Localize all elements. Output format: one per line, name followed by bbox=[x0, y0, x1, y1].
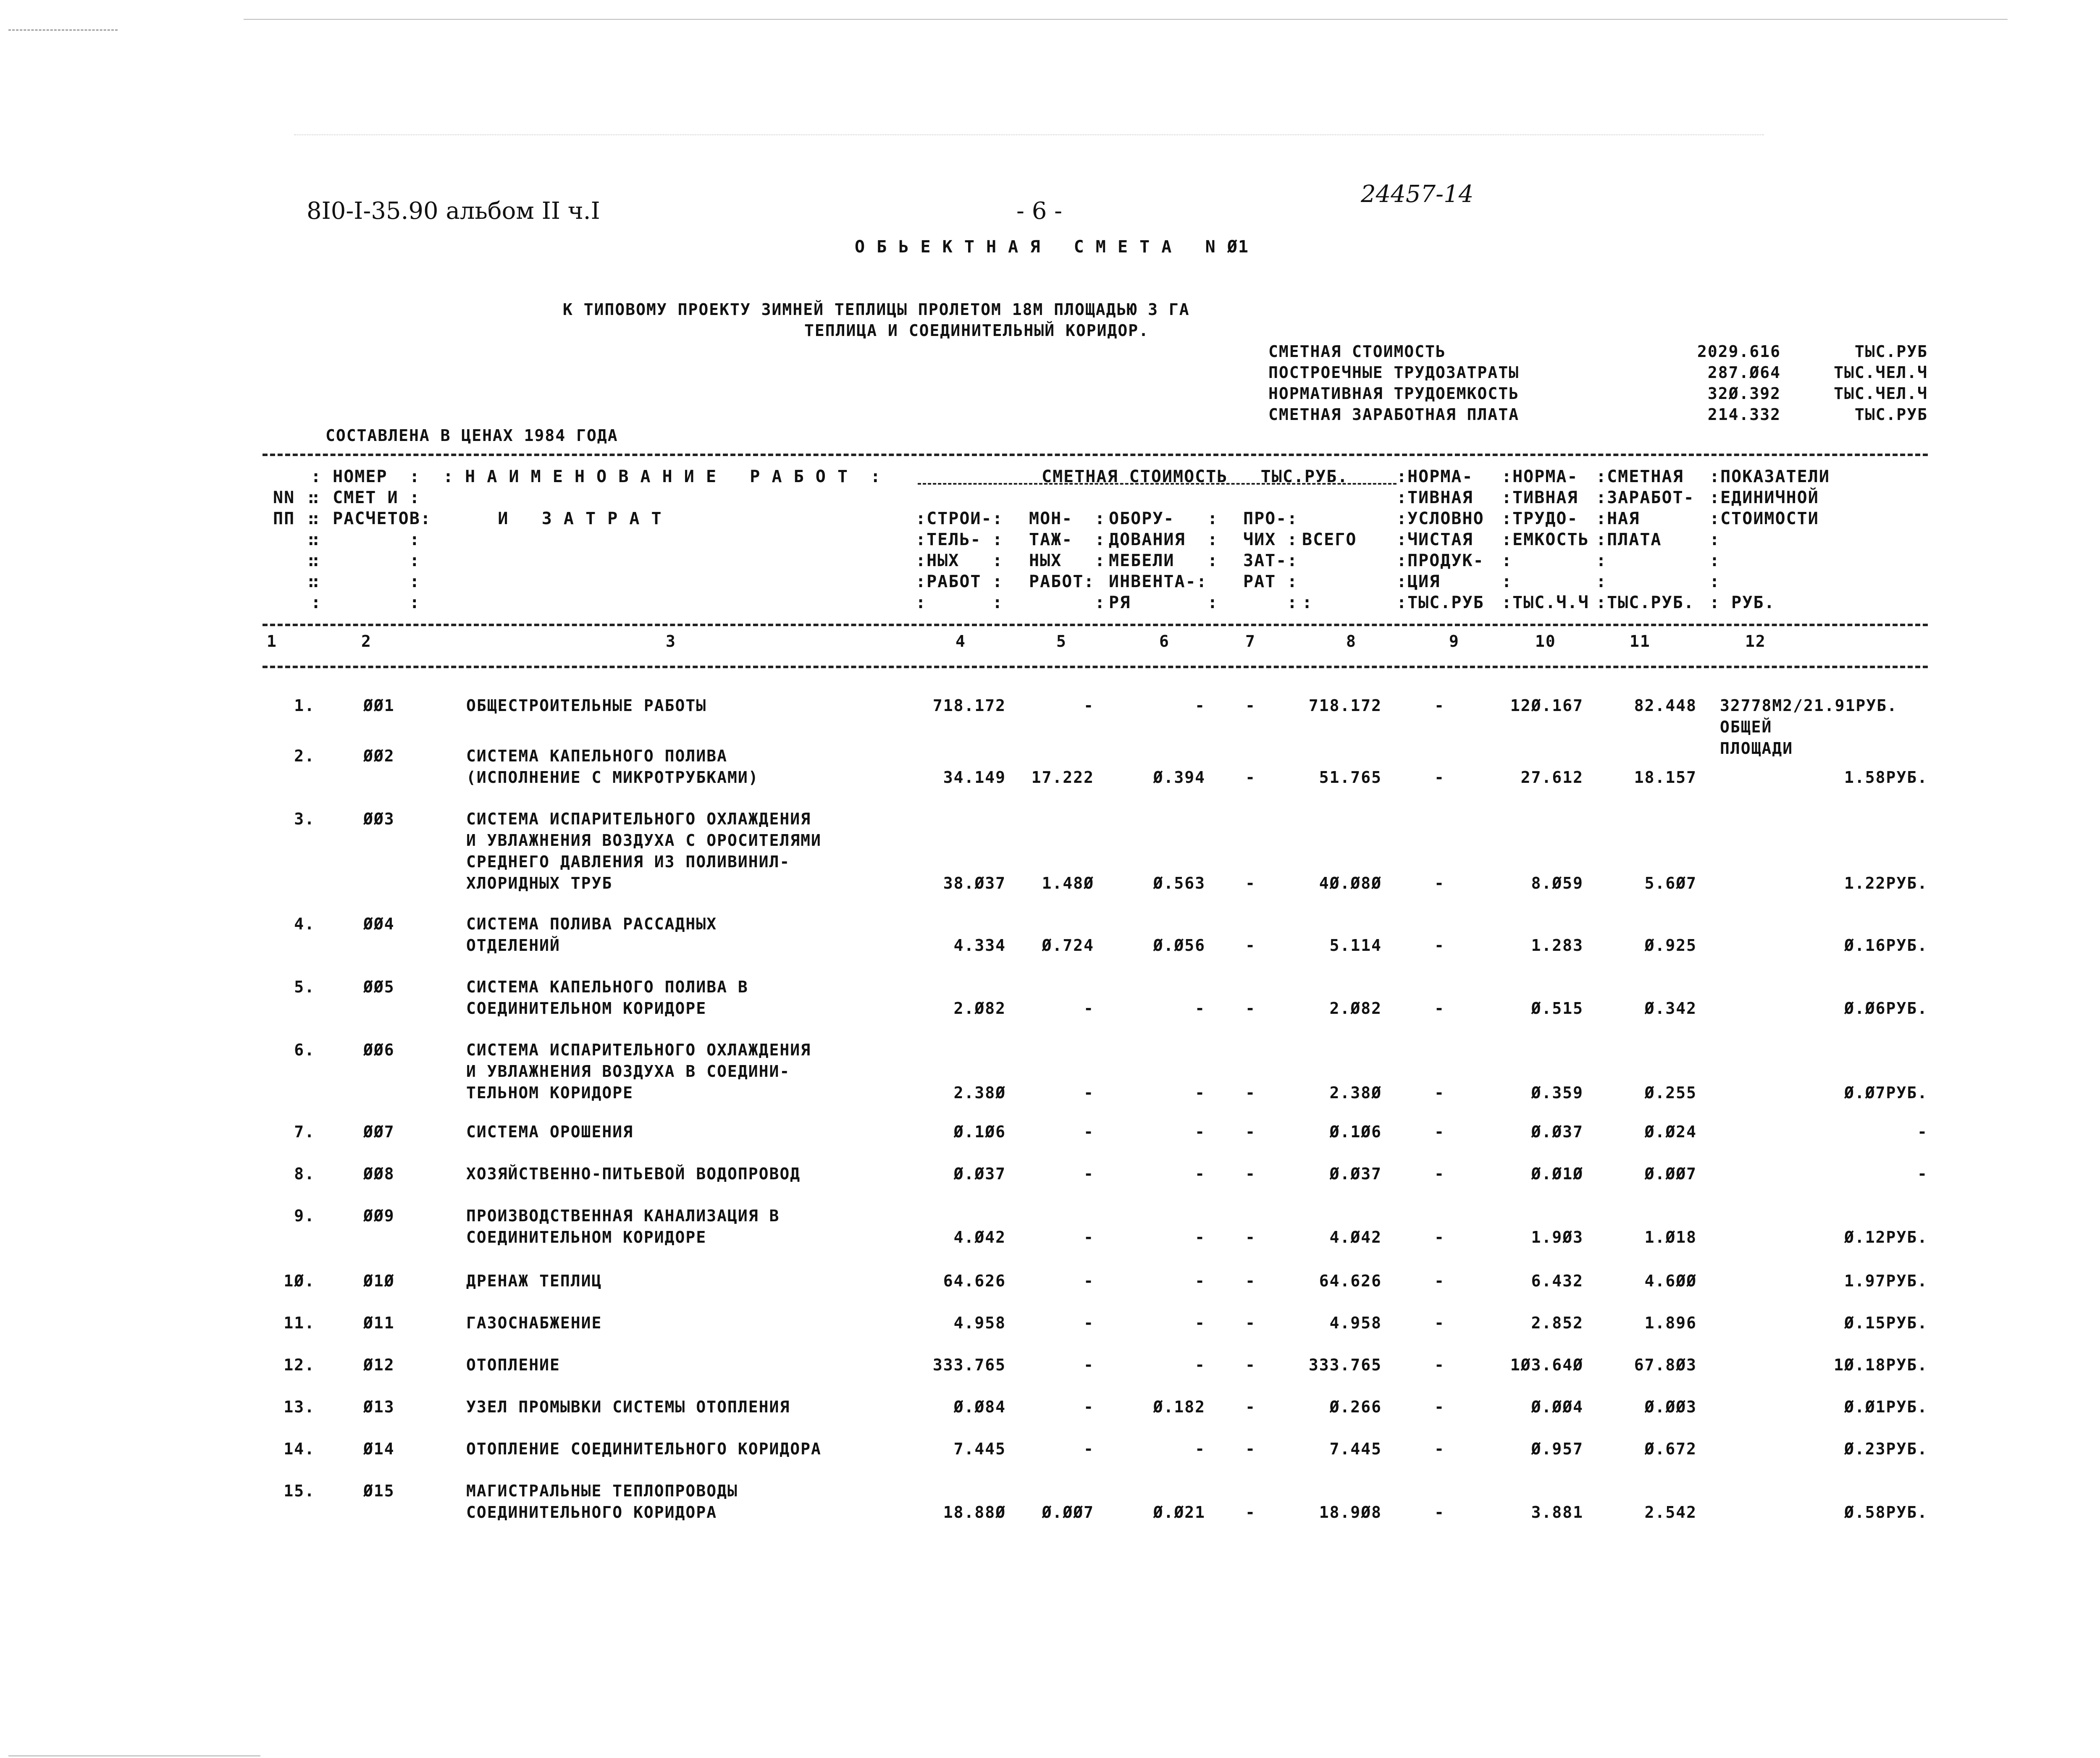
row-c4: 4.958 bbox=[953, 1314, 1006, 1332]
row-c9: - bbox=[1434, 1228, 1445, 1246]
row-c6: - bbox=[1195, 1123, 1205, 1141]
row-code: ØØ7 bbox=[363, 1123, 395, 1141]
row-name: СИСТЕМА КАПЕЛЬНОГО ПОЛИВА (ИСПОЛНЕНИЕ С МИКРОТРУБКАМИ) bbox=[466, 747, 759, 787]
row-c7: - bbox=[1245, 1084, 1256, 1102]
column-number: 11 bbox=[1630, 632, 1651, 651]
row-c5: 17.222 bbox=[1031, 768, 1094, 787]
row-c7: - bbox=[1245, 1228, 1256, 1246]
row-code: ØØ2 bbox=[363, 747, 395, 765]
row-number: 6. bbox=[294, 1041, 315, 1059]
column-number: 8 bbox=[1346, 632, 1357, 651]
row-name: СИСТЕМА КАПЕЛЬНОГО ПОЛИВА В СОЕДИНИТЕЛЬНОМ КОРИДОРЕ bbox=[466, 978, 748, 1018]
row-c8: 64.626 bbox=[1319, 1272, 1382, 1290]
row-c7: - bbox=[1245, 1272, 1256, 1290]
table-rule-top bbox=[262, 454, 1928, 456]
row-c6: Ø.Ø21 bbox=[1153, 1503, 1205, 1522]
row-c9: - bbox=[1434, 999, 1445, 1018]
row-number: 8. bbox=[294, 1165, 315, 1183]
row-code: ØØ1 bbox=[363, 696, 395, 715]
row-c8: Ø.Ø37 bbox=[1329, 1165, 1382, 1183]
row-c9: - bbox=[1434, 874, 1445, 892]
row-c8: 4.Ø42 bbox=[1329, 1228, 1382, 1246]
header-col-labor: :НОРМА- :ТИВНАЯ :ТРУДО- :ЕМКОСТЬ : : :ТЫС.Ч.Ч bbox=[1502, 467, 1589, 612]
row-number: 7. bbox=[294, 1123, 315, 1141]
row-number: 15. bbox=[284, 1482, 315, 1500]
column-number: 2 bbox=[361, 632, 372, 651]
row-name: ОТОПЛЕНИЕ bbox=[466, 1356, 560, 1374]
row-c11: 5.6Ø7 bbox=[1644, 874, 1697, 892]
row-c10: 3.881 bbox=[1531, 1503, 1583, 1522]
row-c11: Ø.ØØ7 bbox=[1644, 1165, 1697, 1183]
row-c9: - bbox=[1434, 1398, 1445, 1416]
row-c11: Ø.925 bbox=[1644, 936, 1697, 955]
row-c12: Ø.15РУБ. bbox=[1844, 1314, 1928, 1332]
document-title: О Б Ь Е К Т Н А Я С М Е Т А N Ø1 bbox=[855, 237, 1249, 257]
row-c12: Ø.23РУБ. bbox=[1844, 1440, 1928, 1458]
row-c5: - bbox=[1084, 1398, 1094, 1416]
row-c7: - bbox=[1245, 1165, 1256, 1183]
row-c8: 4.958 bbox=[1329, 1314, 1382, 1332]
row-c7: - bbox=[1245, 936, 1256, 955]
row-c8: 2.Ø82 bbox=[1329, 999, 1382, 1018]
row-number: 1. bbox=[294, 696, 315, 715]
row-c12: Ø.Ø1РУБ. bbox=[1844, 1398, 1928, 1416]
row-c12: - bbox=[1917, 1165, 1928, 1183]
row-c7: - bbox=[1245, 1398, 1256, 1416]
table-rule-numbers-bottom bbox=[262, 666, 1928, 668]
summary-value: 287.Ø64 bbox=[1707, 363, 1781, 382]
handwritten-reference: 24457-14 bbox=[1361, 181, 1474, 208]
row-code: ØØ5 bbox=[363, 978, 395, 996]
row-c12: Ø.Ø7РУБ. bbox=[1844, 1084, 1928, 1102]
header-col-equipment: ОБОРУ- : ДОВАНИЯ : МЕБЕЛИ : ИНВЕНТА-: РЯ : bbox=[1109, 509, 1218, 612]
row-name: ХОЗЯЙСТВЕННО-ПИТЬЕВОЙ ВОДОПРОВОД bbox=[466, 1165, 801, 1183]
header-col-wages: :СМЕТНАЯ :ЗАРАБОТ- :НАЯ :ПЛАТА : : :ТЫС.РУБ. bbox=[1596, 467, 1695, 612]
row-c12: Ø.16РУБ. bbox=[1844, 936, 1928, 955]
row-name: СИСТЕМА ИСПАРИТЕЛЬНОГО ОХЛАЖДЕНИЯ И УВЛАЖНЕНИЯ ВОЗДУХА В СОЕДИНИ- ТЕЛЬНОМ КОРИДОРЕ bbox=[466, 1041, 811, 1102]
column-number: 5 bbox=[1056, 632, 1067, 651]
header-col-normative-product: :НОРМА- :ТИВНАЯ :УСЛОВНО :ЧИСТАЯ :ПРОДУК- :ЦИЯ :ТЫС.РУБ bbox=[1396, 467, 1484, 612]
column-number: 3 bbox=[666, 632, 676, 651]
row-c5: - bbox=[1084, 1272, 1094, 1290]
row-c12: 32778М2/21.91РУБ. ОБЩЕЙ ПЛОЩАДИ bbox=[1720, 696, 1898, 758]
scan-artifact bbox=[294, 134, 1764, 135]
scan-artifact bbox=[8, 1755, 260, 1756]
row-c11: Ø.672 bbox=[1644, 1440, 1697, 1458]
summary-unit: ТЫС.РУБ bbox=[1854, 342, 1928, 361]
summary-label: НОРМАТИВНАЯ ТРУДОЕМКОСТЬ bbox=[1268, 384, 1520, 403]
row-c5: 1.48Ø bbox=[1042, 874, 1094, 892]
row-c8: 718.172 bbox=[1308, 696, 1382, 715]
table-rule-header-bottom bbox=[262, 624, 1928, 626]
row-c11: Ø.ØØ3 bbox=[1644, 1398, 1697, 1416]
row-number: 14. bbox=[284, 1440, 315, 1458]
scan-artifact bbox=[244, 19, 2008, 20]
row-c8: 2.38Ø bbox=[1329, 1084, 1382, 1102]
row-name: ГАЗОСНАБЖЕНИЕ bbox=[466, 1314, 602, 1332]
row-c12: Ø.Ø6РУБ. bbox=[1844, 999, 1928, 1018]
prices-note: СОСТАВЛЕНА В ЦЕНАХ 1984 ГОДА bbox=[326, 426, 618, 445]
header-col-other: ПРО-: ЧИХ : ЗАТ-: РАТ : : bbox=[1243, 509, 1298, 612]
row-c8: 5.114 bbox=[1329, 936, 1382, 955]
column-number: 7 bbox=[1245, 632, 1256, 651]
row-code: Ø12 bbox=[363, 1356, 395, 1374]
row-c4: Ø.Ø84 bbox=[953, 1398, 1006, 1416]
row-c10: 12Ø.167 bbox=[1510, 696, 1583, 715]
row-c9: - bbox=[1434, 1440, 1445, 1458]
summary-value: 214.332 bbox=[1707, 405, 1781, 424]
row-c4: 333.765 bbox=[932, 1356, 1006, 1374]
row-c8: 7.445 bbox=[1329, 1440, 1382, 1458]
column-number: 12 bbox=[1745, 632, 1766, 651]
row-c9: - bbox=[1434, 1123, 1445, 1141]
column-number: 6 bbox=[1159, 632, 1170, 651]
row-c7: - bbox=[1245, 1314, 1256, 1332]
row-c4: 4.Ø42 bbox=[953, 1228, 1006, 1246]
row-c10: Ø.Ø1Ø bbox=[1531, 1165, 1583, 1183]
row-c6: - bbox=[1195, 1356, 1205, 1374]
summary-unit: ТЫС.ЧЕЛ.Ч bbox=[1834, 363, 1928, 382]
row-code: ØØ4 bbox=[363, 915, 395, 933]
row-c7: - bbox=[1245, 1440, 1256, 1458]
row-code: ØØ9 bbox=[363, 1207, 395, 1225]
row-code: Ø13 bbox=[363, 1398, 395, 1416]
row-name: СИСТЕМА ПОЛИВА РАССАДНЫХ ОТДЕЛЕНИЙ bbox=[466, 915, 717, 955]
page-number: - 6 - bbox=[1016, 197, 1063, 225]
row-number: 11. bbox=[284, 1314, 315, 1332]
row-name: ДРЕНАЖ ТЕПЛИЦ bbox=[466, 1272, 602, 1290]
row-c9: - bbox=[1434, 936, 1445, 955]
row-name: МАГИСТРАЛЬНЫЕ ТЕПЛОПРОВОДЫ СОЕДИНИТЕЛЬНОГО КОРИДОРА bbox=[466, 1482, 738, 1522]
row-c6: - bbox=[1195, 1165, 1205, 1183]
row-c11: 1.896 bbox=[1644, 1314, 1697, 1332]
row-c12: Ø.12РУБ. bbox=[1844, 1228, 1928, 1246]
subtitle-line-1: К ТИПОВОМУ ПРОЕКТУ ЗИМНЕЙ ТЕПЛИЦЫ ПРОЛЕТОМ 18М ПЛОЩАДЬЮ 3 ГА bbox=[563, 300, 1190, 319]
row-code: Ø15 bbox=[363, 1482, 395, 1500]
row-c6: Ø.182 bbox=[1153, 1398, 1205, 1416]
row-code: ØØ8 bbox=[363, 1165, 395, 1183]
row-code: ØØ3 bbox=[363, 810, 395, 828]
row-c7: - bbox=[1245, 999, 1256, 1018]
row-c10: 27.612 bbox=[1520, 768, 1583, 787]
row-c12: - bbox=[1917, 1123, 1928, 1141]
header-col-total: ВСЕГО : bbox=[1302, 530, 1357, 612]
row-name: ОТОПЛЕНИЕ СОЕДИНИТЕЛЬНОГО КОРИДОРА bbox=[466, 1440, 822, 1458]
row-code: Ø11 bbox=[363, 1314, 395, 1332]
row-c4: 38.Ø37 bbox=[943, 874, 1006, 892]
row-c5: - bbox=[1084, 1356, 1094, 1374]
row-c8: 18.9Ø8 bbox=[1319, 1503, 1382, 1522]
row-c8: 4Ø.Ø8Ø bbox=[1319, 874, 1382, 892]
row-c10: 8.Ø59 bbox=[1531, 874, 1583, 892]
row-c5: Ø.724 bbox=[1042, 936, 1094, 955]
row-c6: - bbox=[1195, 1440, 1205, 1458]
row-c4: 2.38Ø bbox=[953, 1084, 1006, 1102]
row-number: 1Ø. bbox=[284, 1272, 315, 1290]
row-c10: Ø.Ø37 bbox=[1531, 1123, 1583, 1141]
row-code: ØØ6 bbox=[363, 1041, 395, 1059]
row-c11: Ø.342 bbox=[1644, 999, 1697, 1018]
row-c10: 2.852 bbox=[1531, 1314, 1583, 1332]
row-c12: 1.97РУБ. bbox=[1844, 1272, 1928, 1290]
row-c6: Ø.563 bbox=[1153, 874, 1205, 892]
row-c12: Ø.58РУБ. bbox=[1844, 1503, 1928, 1522]
row-c6: - bbox=[1195, 1228, 1205, 1246]
row-c10: Ø.ØØ4 bbox=[1531, 1398, 1583, 1416]
header-col-installation: МОН- : ТАЖ- : НЫХ : РАБОТ: : bbox=[1029, 509, 1106, 612]
row-c10: 1Ø3.64Ø bbox=[1510, 1356, 1583, 1374]
summary-value: 2029.616 bbox=[1697, 342, 1781, 361]
row-c4: 4.334 bbox=[953, 936, 1006, 955]
row-c11: Ø.255 bbox=[1644, 1084, 1697, 1102]
row-c11: 1.Ø18 bbox=[1644, 1228, 1697, 1246]
row-number: 9. bbox=[294, 1207, 315, 1225]
row-c10: 1.9Ø3 bbox=[1531, 1228, 1583, 1246]
column-number: 9 bbox=[1449, 632, 1460, 651]
row-c4: Ø.Ø37 bbox=[953, 1165, 1006, 1183]
row-c4: 718.172 bbox=[932, 696, 1006, 715]
header-col-code: : НОМЕР : : СМЕТ И : : РАСЧЕТОВ: : : : : : : : : bbox=[311, 467, 431, 612]
row-c7: - bbox=[1245, 1356, 1256, 1374]
row-c4: Ø.1Ø6 bbox=[953, 1123, 1006, 1141]
column-number: 4 bbox=[956, 632, 966, 651]
row-c9: - bbox=[1434, 696, 1445, 715]
row-name: ОБЩЕСТРОИТЕЛЬНЫЕ РАБОТЫ bbox=[466, 696, 707, 715]
summary-label: СМЕТНАЯ СТОИМОСТЬ bbox=[1268, 342, 1446, 361]
row-c4: 7.445 bbox=[953, 1440, 1006, 1458]
header-col-construction: :СТРОИ-: :ТЕЛЬ- : :НЫХ : :РАБОТ : : : bbox=[916, 509, 1003, 612]
row-name: ПРОИЗВОДСТВЕННАЯ КАНАЛИЗАЦИЯ В СОЕДИНИТЕЛЬНОМ КОРИДОРЕ bbox=[466, 1207, 780, 1246]
row-c4: 34.149 bbox=[943, 768, 1006, 787]
row-c11: 4.6ØØ bbox=[1644, 1272, 1697, 1290]
row-c8: 333.765 bbox=[1308, 1356, 1382, 1374]
row-c8: 51.765 bbox=[1319, 768, 1382, 787]
row-c11: 18.157 bbox=[1634, 768, 1697, 787]
row-number: 3. bbox=[294, 810, 315, 828]
row-c9: - bbox=[1434, 1272, 1445, 1290]
row-c11: Ø.Ø24 bbox=[1644, 1123, 1697, 1141]
row-c10: Ø.515 bbox=[1531, 999, 1583, 1018]
row-c4: 64.626 bbox=[943, 1272, 1006, 1290]
row-c7: - bbox=[1245, 1503, 1256, 1522]
row-c6: - bbox=[1195, 1272, 1205, 1290]
row-c6: Ø.394 bbox=[1153, 768, 1205, 787]
summary-value: 32Ø.392 bbox=[1707, 384, 1781, 403]
row-c5: - bbox=[1084, 1165, 1094, 1183]
summary-unit: ТЫС.РУБ bbox=[1854, 405, 1928, 424]
document-code: 8I0-I-35.90 альбом II ч.I bbox=[307, 197, 600, 225]
row-number: 5. bbox=[294, 978, 315, 996]
row-number: 13. bbox=[284, 1398, 315, 1416]
row-c10: 6.432 bbox=[1531, 1272, 1583, 1290]
row-c6: Ø.Ø56 bbox=[1153, 936, 1205, 955]
row-c5: - bbox=[1084, 1123, 1094, 1141]
summary-label: ПОСТРОЕЧНЫЕ ТРУДОЗАТРАТЫ bbox=[1268, 363, 1520, 382]
column-number: 10 bbox=[1535, 632, 1556, 651]
row-number: 4. bbox=[294, 915, 315, 933]
row-c9: - bbox=[1434, 1084, 1445, 1102]
row-c7: - bbox=[1245, 696, 1256, 715]
row-c11: 82.448 bbox=[1634, 696, 1697, 715]
row-name: СИСТЕМА ИСПАРИТЕЛЬНОГО ОХЛАЖДЕНИЯ И УВЛАЖНЕНИЯ ВОЗДУХА С ОРОСИТЕЛЯМИ СРЕДНЕГО ДАВЛЕНИЯ ИЗ ПОЛИВИНИЛ- ХЛОРИДНЫХ ТРУБ bbox=[466, 810, 822, 892]
header-cost-group: СМЕТНАЯ СТОИМОСТЬ ТЫС.РУБ. bbox=[1042, 467, 1349, 486]
subtitle-line-2: ТЕПЛИЦА И СОЕДИНИТЕЛЬНЫЙ КОРИДОР. bbox=[804, 321, 1149, 340]
row-c6: - bbox=[1195, 999, 1205, 1018]
row-c5: - bbox=[1084, 696, 1094, 715]
row-c6: - bbox=[1195, 1084, 1205, 1102]
column-number: 1 bbox=[267, 632, 277, 651]
row-c8: Ø.266 bbox=[1329, 1398, 1382, 1416]
row-c6: - bbox=[1195, 696, 1205, 715]
row-c9: - bbox=[1434, 768, 1445, 787]
row-c5: - bbox=[1084, 1314, 1094, 1332]
row-c12: 1.58РУБ. bbox=[1844, 768, 1928, 787]
header-col-unit-cost: :ПОКАЗАТЕЛИ :ЕДИНИЧНОЙ :СТОИМОСТИ : : : : РУБ. bbox=[1709, 467, 1830, 612]
scan-artifact bbox=[8, 29, 118, 31]
row-name: СИСТЕМА ОРОШЕНИЯ bbox=[466, 1123, 634, 1141]
row-c9: - bbox=[1434, 1314, 1445, 1332]
header-col-name: : Н А И М Е Н О В А Н И Е Р А Б О Т : И З А Т Р А Т bbox=[443, 467, 882, 528]
row-c5: - bbox=[1084, 1228, 1094, 1246]
row-c5: - bbox=[1084, 999, 1094, 1018]
row-c9: - bbox=[1434, 1356, 1445, 1374]
row-c11: 67.8Ø3 bbox=[1634, 1356, 1697, 1374]
row-name: УЗЕЛ ПРОМЫВКИ СИСТЕМЫ ОТОПЛЕНИЯ bbox=[466, 1398, 790, 1416]
row-c6: - bbox=[1195, 1314, 1205, 1332]
summary-unit: ТЫС.ЧЕЛ.Ч bbox=[1834, 384, 1928, 403]
row-c7: - bbox=[1245, 874, 1256, 892]
row-c4: 18.88Ø bbox=[943, 1503, 1006, 1522]
row-c7: - bbox=[1245, 1123, 1256, 1141]
header-col-nn: NN : ПП : : : : bbox=[273, 488, 317, 591]
row-c7: - bbox=[1245, 768, 1256, 787]
row-c12: 1Ø.18РУБ. bbox=[1834, 1356, 1928, 1374]
row-number: 12. bbox=[284, 1356, 315, 1374]
summary-label: СМЕТНАЯ ЗАРАБОТНАЯ ПЛАТА bbox=[1268, 405, 1520, 424]
row-code: Ø14 bbox=[363, 1440, 395, 1458]
row-c5: - bbox=[1084, 1084, 1094, 1102]
row-code: Ø1Ø bbox=[363, 1272, 395, 1290]
row-c9: - bbox=[1434, 1165, 1445, 1183]
row-number: 2. bbox=[294, 747, 315, 765]
row-c5: Ø.ØØ7 bbox=[1042, 1503, 1094, 1522]
row-c10: Ø.359 bbox=[1531, 1084, 1583, 1102]
row-c10: Ø.957 bbox=[1531, 1440, 1583, 1458]
row-c12: 1.22РУБ. bbox=[1844, 874, 1928, 892]
row-c4: 2.Ø82 bbox=[953, 999, 1006, 1018]
row-c10: 1.283 bbox=[1531, 936, 1583, 955]
row-c8: Ø.1Ø6 bbox=[1329, 1123, 1382, 1141]
row-c5: - bbox=[1084, 1440, 1094, 1458]
row-c9: - bbox=[1434, 1503, 1445, 1522]
row-c11: 2.542 bbox=[1644, 1503, 1697, 1522]
